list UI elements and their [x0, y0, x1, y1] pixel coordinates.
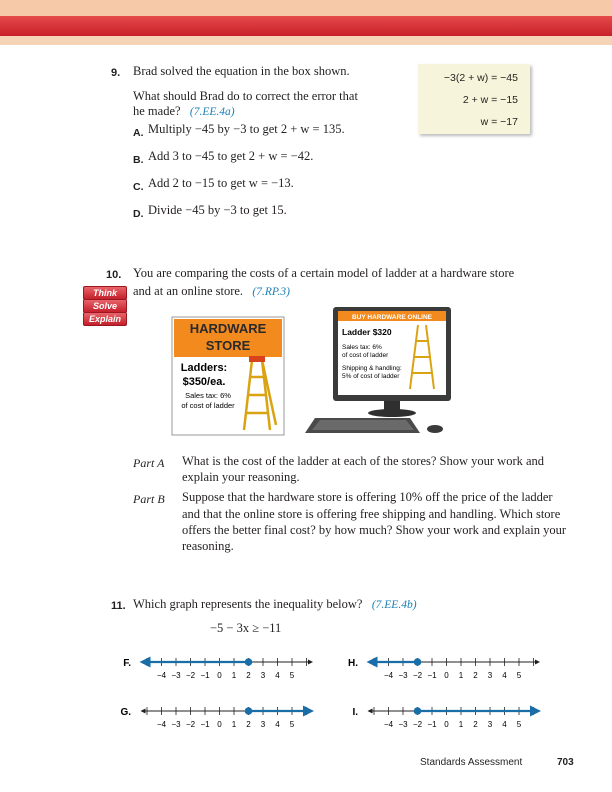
tick-label: 0	[217, 720, 222, 729]
q11-question: Which graph represents the inequality below? (7.EE.4b)	[133, 597, 417, 611]
q9-option-c[interactable]: C. Add 2 to −15 to get w = −13.	[133, 176, 294, 193]
tick-label: −1	[427, 671, 437, 680]
number-line-options	[0, 645, 612, 735]
part-b-line1: Suppose that the hardware store is offering 10% off the price of the ladder	[182, 490, 553, 504]
q10-number: 10.	[106, 269, 122, 281]
q9-equation-box	[418, 64, 530, 134]
online-tax2: of cost of ladder	[342, 352, 389, 359]
q9-standard: (7.EE.4a)	[189, 106, 235, 118]
graph-letter: G.	[120, 707, 131, 718]
q9-option-b[interactable]: B. Add 3 to −45 to get 2 + w = −42.	[133, 149, 314, 166]
tick-label: −4	[156, 671, 167, 680]
hardware-tax2: of cost of ladder	[181, 401, 235, 410]
tick-label: −3	[171, 671, 181, 680]
q9-prompt-line1: What should Brad do to correct the error that	[133, 89, 358, 103]
hardware-tax1: Sales tax: 6%	[185, 391, 231, 400]
footer-label: Standards Assessment	[420, 757, 523, 768]
online-ship1: Shipping & handling:	[342, 365, 402, 372]
tick-label: −1	[427, 720, 437, 729]
header-band	[0, 0, 612, 45]
tick-label: −2	[412, 720, 423, 729]
solve-badge: Solve	[83, 299, 127, 313]
part-a-label: Part A	[133, 456, 165, 470]
tick-label: 1	[231, 720, 237, 729]
tick-label: 2	[246, 720, 251, 729]
part-b-label: Part B	[133, 492, 165, 506]
endpoint-dot	[245, 708, 251, 714]
tick-label: −3	[398, 671, 408, 680]
tick-label: 3	[487, 671, 493, 680]
part-b-line2: and that the online store is offering free shipping and handling. Which store	[182, 507, 561, 521]
tick-label: 5	[516, 720, 522, 729]
part-b-line3: offers the better final cost? by how much? Show your work and explain your	[182, 523, 567, 537]
number-line-f[interactable]	[123, 658, 310, 680]
number-line-g[interactable]	[120, 707, 310, 729]
q9-box-line2: 2 + w = −15	[462, 94, 518, 106]
q9-option-d[interactable]: D. Divide −45 by −3 to get 15.	[133, 203, 287, 220]
q9-prompt-line2: he made? (7.EE.4a)	[133, 104, 235, 118]
tick-label: 1	[231, 671, 237, 680]
tick-label: 5	[289, 671, 295, 680]
q9-box-line1: −3(2 + w) = −45	[443, 72, 518, 84]
graph-letter: I.	[352, 707, 358, 718]
tick-label: 3	[260, 671, 266, 680]
online-header: BUY HARDWARE ONLINE	[351, 314, 433, 321]
number-line-i[interactable]	[352, 707, 537, 729]
tick-label: 5	[289, 720, 295, 729]
graph-letter: H.	[348, 658, 358, 669]
q10-text-line1: You are comparing the costs of a certain model of ladder at a hardware store	[133, 266, 515, 280]
tick-label: 4	[502, 720, 507, 729]
part-b-line4: reasoning.	[182, 539, 234, 553]
q9-number: 9.	[111, 67, 121, 79]
q9-text: Brad solved the equation in the box shown.	[133, 64, 350, 78]
tick-label: 4	[275, 720, 280, 729]
hardware-price1: Ladders:	[180, 362, 228, 374]
hardware-title2: STORE	[205, 338, 251, 353]
tick-label: 5	[516, 671, 522, 680]
tick-label: −1	[200, 671, 210, 680]
q11-inequality: −5 − 3x ≥ −11	[210, 621, 282, 635]
tick-label: −2	[185, 720, 196, 729]
q9-box-line3: w = −17	[480, 116, 518, 128]
tick-label: 0	[217, 671, 222, 680]
tick-label: 3	[260, 720, 266, 729]
ladder-illustration	[170, 305, 460, 440]
graph-letter: F.	[123, 658, 131, 669]
tick-label: 1	[458, 720, 464, 729]
tick-label: −4	[156, 720, 167, 729]
tick-label: −2	[185, 671, 196, 680]
q9-option-a[interactable]: A. Multiply −45 by −3 to get 2 + w = 135.	[133, 122, 345, 139]
think-badge: Think	[83, 286, 127, 300]
tick-label: 4	[502, 671, 507, 680]
tick-label: 2	[246, 671, 251, 680]
part-a-line2: explain your reasoning.	[182, 470, 300, 484]
q10-standard: (7.RP.3)	[252, 286, 290, 298]
tick-label: 4	[275, 671, 280, 680]
tick-label: 1	[458, 671, 464, 680]
tick-label: −3	[171, 720, 181, 729]
online-ship2: 5% of cost of ladder	[342, 373, 400, 380]
tick-label: −3	[398, 720, 408, 729]
part-a-line1: What is the cost of the ladder at each of the stores? Show your work and	[182, 454, 545, 468]
page-number: 703	[557, 757, 574, 768]
endpoint-dot	[245, 659, 251, 665]
tick-label: 2	[473, 671, 478, 680]
q11-standard: (7.EE.4b)	[371, 599, 417, 611]
online-price: Ladder $320	[342, 327, 392, 337]
tick-label: 2	[473, 720, 478, 729]
hardware-price2: $350/ea.	[182, 376, 226, 388]
number-line-h[interactable]	[348, 658, 538, 680]
mouse	[427, 425, 443, 433]
endpoint-dot	[414, 708, 420, 714]
online-tax1: Sales tax: 6%	[342, 344, 382, 351]
tick-label: −1	[200, 720, 210, 729]
tick-label: 0	[444, 671, 449, 680]
tick-label: −2	[412, 671, 423, 680]
tick-label: 0	[444, 720, 449, 729]
tick-label: −4	[383, 671, 394, 680]
tick-label: −4	[383, 720, 394, 729]
explain-badge: Explain	[83, 312, 127, 326]
tick-label: 3	[487, 720, 493, 729]
q10-text-line2: and at an online store. (7.RP.3)	[133, 284, 290, 298]
q11-number: 11.	[111, 600, 126, 612]
endpoint-dot	[414, 659, 420, 665]
hardware-title1: HARDWARE	[189, 321, 267, 336]
